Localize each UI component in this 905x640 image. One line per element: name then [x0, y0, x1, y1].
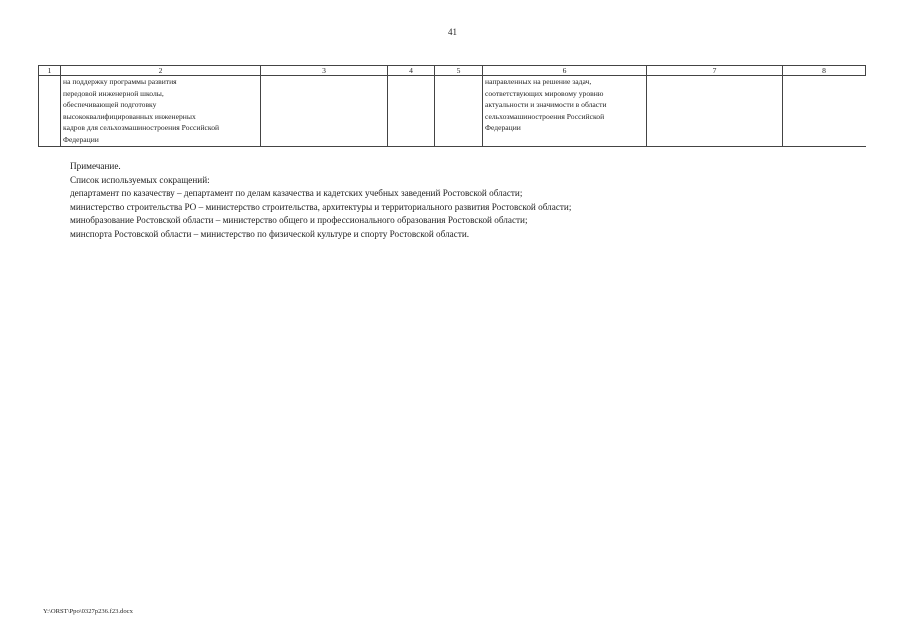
- data-table: [38, 65, 866, 147]
- table-header-cell: 2: [61, 66, 261, 76]
- table-row: [39, 76, 866, 147]
- note-subtitle: Список используемых сокращений:: [70, 174, 210, 185]
- table-cell: [39, 76, 61, 147]
- table-header-cell: 1: [39, 66, 61, 76]
- abbreviation-item: минспорта Ростовской области – министерство по физической культуре и спорту Ростовской области.: [70, 228, 470, 239]
- cell-line: обеспечивающей подготовку: [63, 100, 157, 110]
- cell-line: кадров для сельхозмашиностроения Российской: [63, 123, 220, 133]
- cell-line: передовой инженерной школы,: [63, 88, 164, 98]
- table-cell: [783, 76, 866, 147]
- abbreviation-item: минобразование Ростовской области – министерство общего и профессионального образования Ростовской области;: [70, 215, 528, 226]
- cell-line: Федерации: [485, 123, 521, 133]
- table-header-cell: 3: [261, 66, 388, 76]
- cell-line: сельхозмашиностроения Российской: [485, 111, 605, 121]
- cell-line: на поддержку программы развития: [63, 77, 177, 86]
- cell-line: Федерации: [63, 134, 99, 144]
- table-header-cell: 6: [483, 66, 647, 76]
- note-title: Примечание.: [70, 161, 121, 171]
- file-path-footer: Y:\ORST\Ppo\0327p236.f23.docx: [43, 608, 133, 615]
- table-header-cell: 5: [435, 66, 483, 76]
- table-cell-result: [483, 76, 647, 147]
- table-header-cell: 7: [647, 66, 783, 76]
- table-cell: [435, 76, 483, 147]
- cell-line: соответствующих мировому уровню: [485, 88, 604, 98]
- abbreviation-item: министерство строительства РО – министерство строительства, архитектуры и территориального развития Ростовской области;: [70, 201, 572, 212]
- cell-line: высококвалифицированных инженерных: [63, 111, 196, 121]
- cell-line: актуальности и значимости в области: [485, 100, 607, 110]
- table-header-row: [39, 66, 866, 76]
- table-header-cell: 8: [783, 66, 866, 76]
- table-cell-description: [61, 76, 261, 147]
- abbreviations-note: [70, 160, 571, 242]
- table-header-cell: 4: [388, 66, 435, 76]
- table-cell: [647, 76, 783, 147]
- abbreviation-item: департамент по казачеству – департамент по делам казачества и кадетских учебных заведений Ростовской области;: [70, 188, 523, 199]
- page-number: 41: [448, 27, 457, 37]
- table-cell: [261, 76, 388, 147]
- cell-line: направленных на решение задач,: [485, 77, 592, 86]
- table-cell: [388, 76, 435, 147]
